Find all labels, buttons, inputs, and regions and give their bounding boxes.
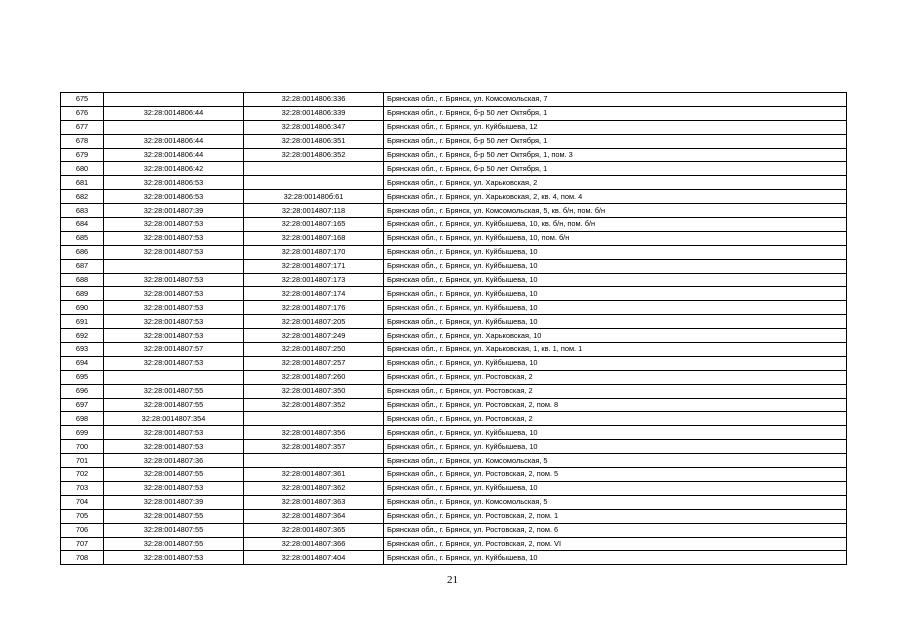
table-row — [61, 343, 847, 357]
cadastral-number-cell: 32:28:0014807:363 — [244, 495, 384, 509]
address-cell: Брянская обл., г. Брянск, ул. Куйбышева, 10 — [384, 315, 847, 329]
table-row — [61, 134, 847, 148]
table-row — [61, 440, 847, 454]
parent-cadastral-cell: 32:28:0014806:53 — [104, 176, 244, 190]
parent-cadastral-cell: 32:28:0014807:53 — [104, 551, 244, 565]
table-row — [61, 468, 847, 482]
table-row — [61, 315, 847, 329]
row-number-cell: 706 — [61, 523, 104, 537]
row-number-cell: 688 — [61, 273, 104, 287]
cadastral-number-cell: 32:28:0014807:365 — [244, 523, 384, 537]
table-row — [61, 495, 847, 509]
parent-cadastral-cell: 32:28:0014806:44 — [104, 134, 244, 148]
parent-cadastral-cell — [104, 370, 244, 384]
row-number-cell: 707 — [61, 537, 104, 551]
row-number-cell: 701 — [61, 454, 104, 468]
address-cell: Брянская обл., г. Брянск, ул. Куйбышева, 12 — [384, 120, 847, 134]
parent-cadastral-cell: 32:28:0014807:53 — [104, 356, 244, 370]
cadastral-number-cell: 32:28:0014807:174 — [244, 287, 384, 301]
address-cell: Брянская обл., г. Брянск, ул. Куйбышева, 10 — [384, 245, 847, 259]
cadastral-number-cell — [244, 412, 384, 426]
cadastral-number-cell: 32:28:0014807:260 — [244, 370, 384, 384]
parent-cadastral-cell: 32:28:0014807:53 — [104, 218, 244, 232]
table-row — [61, 93, 847, 107]
cadastral-number-cell: 32:28:0014807:361 — [244, 468, 384, 482]
row-number-cell: 696 — [61, 384, 104, 398]
address-cell: Брянская обл., г. Брянск, ул. Ростовская, 2, пом. 6 — [384, 523, 847, 537]
table-row — [61, 204, 847, 218]
row-number-cell: 684 — [61, 218, 104, 232]
row-number-cell: 705 — [61, 509, 104, 523]
cadastral-number-cell: 32:28:0014807:165 — [244, 218, 384, 232]
row-number-cell: 700 — [61, 440, 104, 454]
cadastral-number-cell: 32:28:0014806:352 — [244, 148, 384, 162]
table-row — [61, 454, 847, 468]
cadastral-number-cell: 32:28:0014807:173 — [244, 273, 384, 287]
row-number-cell: 680 — [61, 162, 104, 176]
cadastral-number-cell: 32:28:0014806:339 — [244, 106, 384, 120]
row-number-cell: 679 — [61, 148, 104, 162]
parent-cadastral-cell: 32:28:0014807:53 — [104, 287, 244, 301]
parent-cadastral-cell: 32:28:0014807:36 — [104, 454, 244, 468]
address-cell: Брянская обл., г. Брянск, б-р 50 лет Октября, 1 — [384, 162, 847, 176]
cadastral-number-cell: 32:28:0014807:250 — [244, 343, 384, 357]
table-row — [61, 509, 847, 523]
table-row — [61, 329, 847, 343]
cadastral-number-cell — [244, 454, 384, 468]
row-number-cell: 692 — [61, 329, 104, 343]
row-number-cell: 678 — [61, 134, 104, 148]
table-row — [61, 273, 847, 287]
cadastral-number-cell — [244, 176, 384, 190]
row-number-cell: 689 — [61, 287, 104, 301]
parent-cadastral-cell: 32:28:0014807:354 — [104, 412, 244, 426]
row-number-cell: 675 — [61, 93, 104, 107]
address-cell: Брянская обл., г. Брянск, ул. Куйбышева, 10 — [384, 287, 847, 301]
cadastral-number-cell: 32:28:0014807:170 — [244, 245, 384, 259]
parent-cadastral-cell: 32:28:0014807:53 — [104, 245, 244, 259]
address-cell: Брянская обл., г. Брянск, ул. Ростовская, 2, пом. VI — [384, 537, 847, 551]
parent-cadastral-cell: 32:28:0014807:39 — [104, 495, 244, 509]
cadastral-number-cell: 32:28:0014806:351 — [244, 134, 384, 148]
table-row — [61, 412, 847, 426]
cadastral-number-cell — [244, 162, 384, 176]
table-row — [61, 106, 847, 120]
address-cell: Брянская обл., г. Брянск, б-р 50 лет Октября, 1 — [384, 106, 847, 120]
parent-cadastral-cell: 32:28:0014807:55 — [104, 398, 244, 412]
row-number-cell: 697 — [61, 398, 104, 412]
parent-cadastral-cell: 32:28:0014807:55 — [104, 384, 244, 398]
parent-cadastral-cell: 32:28:0014807:57 — [104, 343, 244, 357]
cadastral-number-cell: 32:28:0014807:366 — [244, 537, 384, 551]
address-cell: Брянская обл., г. Брянск, ул. Куйбышева, 10, пом. б/н — [384, 231, 847, 245]
table-row — [61, 190, 847, 204]
address-cell: Брянская обл., г. Брянск, ул. Куйбышева, 10 — [384, 440, 847, 454]
table-row — [61, 481, 847, 495]
cadastral-number-cell: 32:28:0014807:176 — [244, 301, 384, 315]
parent-cadastral-cell: 32:28:0014807:55 — [104, 523, 244, 537]
cadastral-registry-table — [60, 92, 847, 565]
table-row — [61, 384, 847, 398]
cadastral-number-cell: 32:28:0014807:350 — [244, 384, 384, 398]
parent-cadastral-cell: 32:28:0014807:53 — [104, 231, 244, 245]
parent-cadastral-cell: 32:28:0014807:39 — [104, 204, 244, 218]
address-cell: Брянская обл., г. Брянск, ул. Куйбышева, 10 — [384, 273, 847, 287]
row-number-cell: 702 — [61, 468, 104, 482]
table-row — [61, 231, 847, 245]
cadastral-number-cell: 32:28:0014807:404 — [244, 551, 384, 565]
row-number-cell: 686 — [61, 245, 104, 259]
table-body — [61, 93, 847, 565]
address-cell: Брянская обл., г. Брянск, ул. Ростовская, 2, пом. 5 — [384, 468, 847, 482]
table-row — [61, 259, 847, 273]
parent-cadastral-cell — [104, 259, 244, 273]
table-row — [61, 287, 847, 301]
cadastral-number-cell: 32:28:0014807:257 — [244, 356, 384, 370]
row-number-cell: 690 — [61, 301, 104, 315]
cadastral-number-cell: 32:28:0014807:249 — [244, 329, 384, 343]
parent-cadastral-cell: 32:28:0014807:53 — [104, 315, 244, 329]
row-number-cell: 694 — [61, 356, 104, 370]
table-row — [61, 523, 847, 537]
parent-cadastral-cell: 32:28:0014807:55 — [104, 509, 244, 523]
row-number-cell: 698 — [61, 412, 104, 426]
cadastral-number-cell: 32:28:0014807:205 — [244, 315, 384, 329]
cadastral-number-cell: 32:28:0014807:352 — [244, 398, 384, 412]
row-number-cell: 695 — [61, 370, 104, 384]
cadastral-number-cell: 32:28:001480б:61 — [244, 190, 384, 204]
table-row — [61, 301, 847, 315]
address-cell: Брянская обл., г. Брянск, ул. Ростовская, 2 — [384, 384, 847, 398]
cadastral-number-cell: 32:28:0014807:118 — [244, 204, 384, 218]
cadastral-number-cell: 32:28:0014807:168 — [244, 231, 384, 245]
parent-cadastral-cell: 32:28:0014807:55 — [104, 468, 244, 482]
table-row — [61, 426, 847, 440]
parent-cadastral-cell: 32:28:0014807:53 — [104, 440, 244, 454]
row-number-cell: 683 — [61, 204, 104, 218]
address-cell: Брянская обл., г. Брянск, ул. Харьковская, 2, кв. 4, пом. 4 — [384, 190, 847, 204]
cadastral-number-cell: 32:28:0014807:357 — [244, 440, 384, 454]
parent-cadastral-cell: 32:28:0014807:55 — [104, 537, 244, 551]
parent-cadastral-cell: 32:28:0014807:53 — [104, 329, 244, 343]
table-row — [61, 120, 847, 134]
address-cell: Брянская обл., г. Брянск, ул. Харьковская, 10 — [384, 329, 847, 343]
address-cell: Брянская обл., г. Брянск, ул. Куйбышева, 10, кв. б/н, пом. б/н — [384, 218, 847, 232]
parent-cadastral-cell: 32:28:0014807:53 — [104, 481, 244, 495]
parent-cadastral-cell: 32:28:0014807:53 — [104, 426, 244, 440]
parent-cadastral-cell: 32:28:0014806:53 — [104, 190, 244, 204]
row-number-cell: 681 — [61, 176, 104, 190]
parent-cadastral-cell — [104, 120, 244, 134]
address-cell: Брянская обл., г. Брянск, ул. Ростовская, 2, пом. 1 — [384, 509, 847, 523]
row-number-cell: 704 — [61, 495, 104, 509]
cadastral-number-cell: 32:28:0014807:171 — [244, 259, 384, 273]
address-cell: Брянская обл., г. Брянск, б-р 50 лет Октября, 1 — [384, 134, 847, 148]
row-number-cell: 691 — [61, 315, 104, 329]
address-cell: Брянская обл., г. Брянск, ул. Куйбышева, 10 — [384, 551, 847, 565]
row-number-cell: 693 — [61, 343, 104, 357]
address-cell: Брянская обл., г. Брянск, ул. Ростовская, 2 — [384, 370, 847, 384]
row-number-cell: 699 — [61, 426, 104, 440]
row-number-cell: 708 — [61, 551, 104, 565]
address-cell: Брянская обл., г. Брянск, ул. Куйбышева, 10 — [384, 301, 847, 315]
cadastral-number-cell: 32:28:0014806:347 — [244, 120, 384, 134]
page-number: 21 — [447, 574, 458, 586]
table-row — [61, 356, 847, 370]
row-number-cell: 687 — [61, 259, 104, 273]
address-cell: Брянская обл., г. Брянск, ул. Ростовская, 2, пом. 8 — [384, 398, 847, 412]
cadastral-number-cell: 32:28:0014806:336 — [244, 93, 384, 107]
parent-cadastral-cell: 32:28:0014807:53 — [104, 273, 244, 287]
cadastral-number-cell: 32:28:0014807:356 — [244, 426, 384, 440]
parent-cadastral-cell: 32:28:0014806:42 — [104, 162, 244, 176]
table-row — [61, 218, 847, 232]
row-number-cell: 682 — [61, 190, 104, 204]
table-row — [61, 176, 847, 190]
table-row — [61, 398, 847, 412]
parent-cadastral-cell: 32:28:0014806:44 — [104, 148, 244, 162]
table-row — [61, 551, 847, 565]
address-cell: Брянская обл., г. Брянск, ул. Комсомольская, 5 — [384, 454, 847, 468]
row-number-cell: 676 — [61, 106, 104, 120]
row-number-cell: 703 — [61, 481, 104, 495]
address-cell: Брянская обл., г. Брянск, ул. Куйбышева, 10 — [384, 259, 847, 273]
address-cell: Брянская обл., г. Брянск, ул. Куйбышева, 10 — [384, 356, 847, 370]
address-cell: Брянская обл., г. Брянск, ул. Харьковская, 2 — [384, 176, 847, 190]
address-cell: Брянская обл., г. Брянск, ул. Куйбышева, 10 — [384, 481, 847, 495]
address-cell: Брянская обл., г. Брянск, ул. Харьковская, 1, кв. 1, пом. 1 — [384, 343, 847, 357]
address-cell: Брянская обл., г. Брянск, б-р 50 лет Октября, 1, пом. 3 — [384, 148, 847, 162]
cadastral-number-cell: 32:28:0014807:362 — [244, 481, 384, 495]
row-number-cell: 677 — [61, 120, 104, 134]
cadastral-number-cell: 32:28:0014807:364 — [244, 509, 384, 523]
parent-cadastral-cell: 32:28:0014806:44 — [104, 106, 244, 120]
address-cell: Брянская обл., г. Брянск, ул. Комсомольская, 5, кв. б/н, пом. б/н — [384, 204, 847, 218]
parent-cadastral-cell — [104, 93, 244, 107]
parent-cadastral-cell: 32:28:0014807:53 — [104, 301, 244, 315]
table-row — [61, 370, 847, 384]
table-row — [61, 245, 847, 259]
address-cell: Брянская обл., г. Брянск, ул. Комсомольская, 5 — [384, 495, 847, 509]
address-cell: Брянская обл., г. Брянск, ул. Ростовская, 2 — [384, 412, 847, 426]
table-row — [61, 148, 847, 162]
address-cell: Брянская обл., г. Брянск, ул. Куйбышева, 10 — [384, 426, 847, 440]
row-number-cell: 685 — [61, 231, 104, 245]
table-row — [61, 162, 847, 176]
table-row — [61, 537, 847, 551]
address-cell: Брянская обл., г. Брянск, ул. Комсомольская, 7 — [384, 93, 847, 107]
